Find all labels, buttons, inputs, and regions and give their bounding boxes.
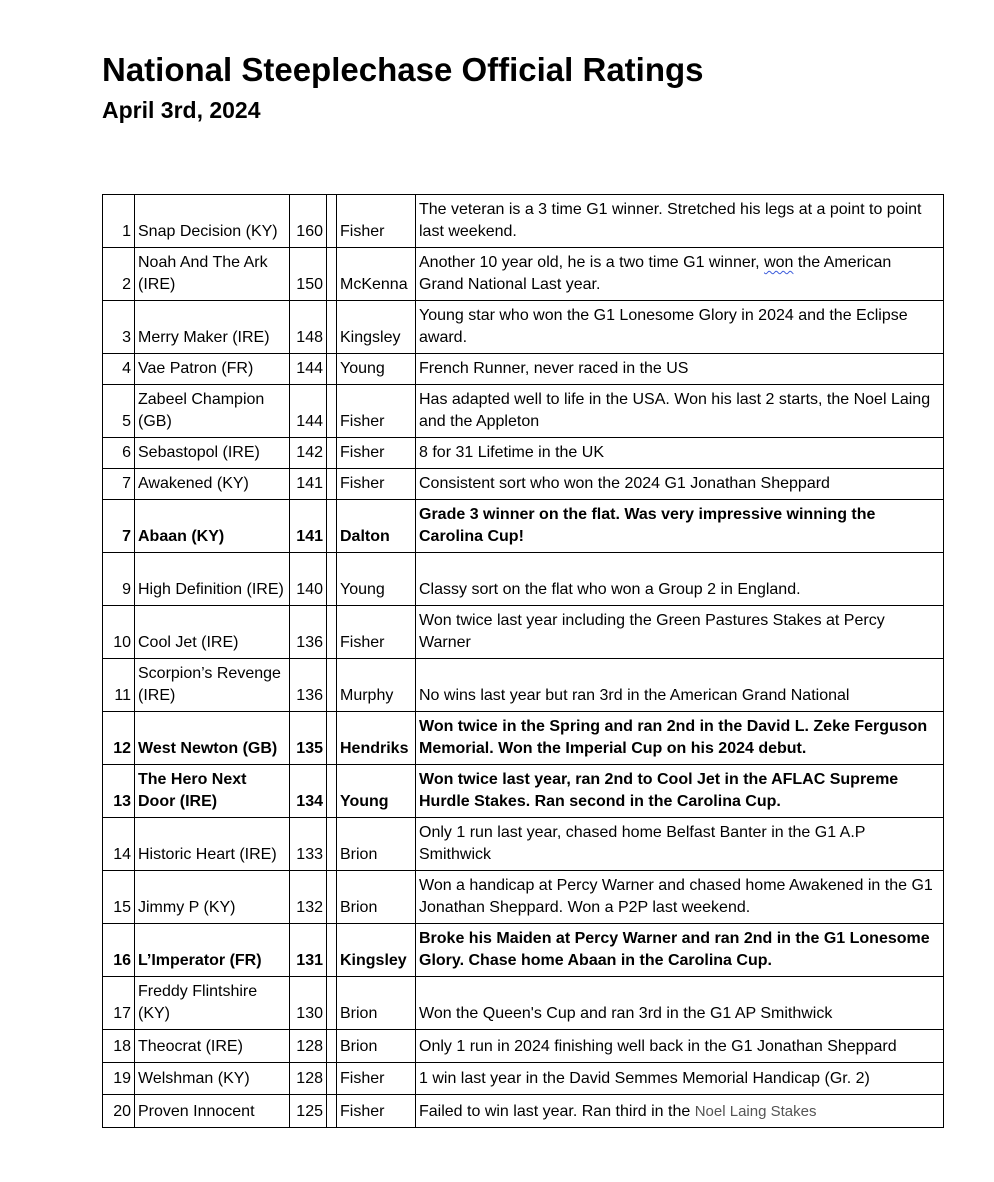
- horse-name-cell: Awakened (KY): [135, 469, 290, 500]
- rank-cell: 11: [103, 659, 135, 712]
- comment-cell: Won twice in the Spring and ran 2nd in the David L. Zeke Ferguson Memorial. Won the Imperial Cup on his 2024 debut.: [416, 712, 944, 765]
- rating-cell: 144: [290, 354, 327, 385]
- empty-cell: [327, 1030, 337, 1063]
- table-row: [103, 871, 944, 924]
- trainer-cell: Brion: [337, 977, 416, 1030]
- rank-cell: 7: [103, 500, 135, 553]
- comment-cell: Won a handicap at Percy Warner and chased home Awakened in the G1 Jonathan Sheppard. Won a P2P last weekend.: [416, 871, 944, 924]
- rank-cell: 1: [103, 195, 135, 248]
- rating-cell: 136: [290, 659, 327, 712]
- comment-cell: Won twice last year, ran 2nd to Cool Jet in the AFLAC Supreme Hurdle Stakes. Ran second in the Carolina Cup.: [416, 765, 944, 818]
- horse-name-cell: Zabeel Champion (GB): [135, 385, 290, 438]
- empty-cell: [327, 712, 337, 765]
- rating-cell: 141: [290, 500, 327, 553]
- trainer-cell: Kingsley: [337, 924, 416, 977]
- rank-cell: 19: [103, 1063, 135, 1095]
- rank-cell: 18: [103, 1030, 135, 1063]
- table-row: [103, 301, 944, 354]
- comment-cell: No wins last year but ran 3rd in the American Grand National: [416, 659, 944, 712]
- trainer-cell: Fisher: [337, 385, 416, 438]
- empty-cell: [327, 500, 337, 553]
- rank-cell: 9: [103, 553, 135, 606]
- horse-name-cell: L’Imperator (FR): [135, 924, 290, 977]
- empty-cell: [327, 871, 337, 924]
- comment-cell: Consistent sort who won the 2024 G1 Jonathan Sheppard: [416, 469, 944, 500]
- trainer-cell: Fisher: [337, 606, 416, 659]
- horse-name-cell: Noah And The Ark (IRE): [135, 248, 290, 301]
- horse-name-cell: Cool Jet (IRE): [135, 606, 290, 659]
- rating-cell: 148: [290, 301, 327, 354]
- ratings-table-body: [103, 195, 944, 1128]
- empty-cell: [327, 765, 337, 818]
- trainer-cell: Young: [337, 765, 416, 818]
- empty-cell: [327, 248, 337, 301]
- comment-cell: French Runner, never raced in the US: [416, 354, 944, 385]
- empty-cell: [327, 1095, 337, 1128]
- horse-name-cell: Historic Heart (IRE): [135, 818, 290, 871]
- table-row: [103, 500, 944, 553]
- rating-cell: 150: [290, 248, 327, 301]
- table-row: [103, 248, 944, 301]
- comment-cell: Only 1 run in 2024 finishing well back in the G1 Jonathan Sheppard: [416, 1030, 944, 1063]
- trainer-cell: Fisher: [337, 438, 416, 469]
- rating-cell: 125: [290, 1095, 327, 1128]
- trainer-cell: Fisher: [337, 1063, 416, 1095]
- trainer-cell: Brion: [337, 818, 416, 871]
- trainer-cell: Dalton: [337, 500, 416, 553]
- empty-cell: [327, 924, 337, 977]
- trainer-cell: Fisher: [337, 1095, 416, 1128]
- horse-name-cell: Proven Innocent: [135, 1095, 290, 1128]
- trainer-cell: Fisher: [337, 195, 416, 248]
- empty-cell: [327, 195, 337, 248]
- empty-cell: [327, 301, 337, 354]
- trainer-cell: Fisher: [337, 469, 416, 500]
- horse-name-cell: Vae Patron (FR): [135, 354, 290, 385]
- rating-cell: 140: [290, 553, 327, 606]
- trainer-cell: Hendriks: [337, 712, 416, 765]
- rating-cell: 128: [290, 1030, 327, 1063]
- empty-cell: [327, 553, 337, 606]
- trainer-cell: Murphy: [337, 659, 416, 712]
- comment-cell: [416, 1095, 944, 1128]
- empty-cell: [327, 385, 337, 438]
- rating-cell: 142: [290, 438, 327, 469]
- rank-cell: 12: [103, 712, 135, 765]
- horse-name-cell: Theocrat (IRE): [135, 1030, 290, 1063]
- trainer-cell: Kingsley: [337, 301, 416, 354]
- table-row: [103, 1063, 944, 1095]
- rank-cell: 13: [103, 765, 135, 818]
- comment-cell: Grade 3 winner on the flat. Was very impressive winning the Carolina Cup!: [416, 500, 944, 553]
- rating-cell: 133: [290, 818, 327, 871]
- rank-cell: 16: [103, 924, 135, 977]
- horse-name-cell: Welshman (KY): [135, 1063, 290, 1095]
- rating-cell: 134: [290, 765, 327, 818]
- comment-cell: Young star who won the G1 Lonesome Glory in 2024 and the Eclipse award.: [416, 301, 944, 354]
- empty-cell: [327, 469, 337, 500]
- comment-cell: Classy sort on the flat who won a Group 2 in England.: [416, 553, 944, 606]
- rating-cell: 135: [290, 712, 327, 765]
- table-row: [103, 354, 944, 385]
- rating-cell: 141: [290, 469, 327, 500]
- table-row: [103, 195, 944, 248]
- rank-cell: 5: [103, 385, 135, 438]
- horse-name-cell: Snap Decision (KY): [135, 195, 290, 248]
- table-row: [103, 1095, 944, 1128]
- table-row: [103, 469, 944, 500]
- page-subtitle-date: April 3rd, 2024: [102, 97, 261, 123]
- table-row: [103, 553, 944, 606]
- comment-cell: Won the Queen's Cup and ran 3rd in the G1 AP Smithwick: [416, 977, 944, 1030]
- rank-cell: 4: [103, 354, 135, 385]
- empty-cell: [327, 977, 337, 1030]
- trainer-cell: Brion: [337, 1030, 416, 1063]
- rank-cell: 2: [103, 248, 135, 301]
- table-row: [103, 438, 944, 469]
- table-row: [103, 712, 944, 765]
- table-row: [103, 1030, 944, 1063]
- trainer-cell: Young: [337, 553, 416, 606]
- rating-cell: 160: [290, 195, 327, 248]
- table-row: [103, 606, 944, 659]
- comment-text: the American Grand National Last year.: [419, 254, 892, 293]
- empty-cell: [327, 354, 337, 385]
- comment-cell: Won twice last year including the Green Pastures Stakes at Percy Warner: [416, 606, 944, 659]
- empty-cell: [327, 818, 337, 871]
- ratings-table: [102, 194, 944, 1128]
- page-title: National Steeplechase Official Ratings: [102, 51, 704, 88]
- rank-cell: 10: [103, 606, 135, 659]
- comment-cell: Has adapted well to life in the USA. Won his last 2 starts, the Noel Laing and the Appleton: [416, 385, 944, 438]
- table-row: [103, 818, 944, 871]
- rating-cell: 136: [290, 606, 327, 659]
- horse-name-cell: Jimmy P (KY): [135, 871, 290, 924]
- horse-name-cell: Sebastopol (IRE): [135, 438, 290, 469]
- horse-name-cell: The Hero Next Door (IRE): [135, 765, 290, 818]
- table-row: [103, 924, 944, 977]
- empty-cell: [327, 1063, 337, 1095]
- comment-text: Another 10 year old, he is a two time G1 winner,: [419, 254, 765, 271]
- comment-cell: 8 for 31 Lifetime in the UK: [416, 438, 944, 469]
- rating-cell: 130: [290, 977, 327, 1030]
- horse-name-cell: West Newton (GB): [135, 712, 290, 765]
- rank-cell: 20: [103, 1095, 135, 1128]
- comment-cell: The veteran is a 3 time G1 winner. Stretched his legs at a point to point last weekend.: [416, 195, 944, 248]
- rating-cell: 132: [290, 871, 327, 924]
- empty-cell: [327, 438, 337, 469]
- spellcheck-flagged-word[interactable]: won: [764, 254, 794, 271]
- rating-cell: 144: [290, 385, 327, 438]
- rating-cell: 131: [290, 924, 327, 977]
- rank-cell: 7: [103, 469, 135, 500]
- horse-name-cell: Abaan (KY): [135, 500, 290, 553]
- rank-cell: 15: [103, 871, 135, 924]
- rank-cell: 17: [103, 977, 135, 1030]
- comment-cell: Broke his Maiden at Percy Warner and ran 2nd in the G1 Lonesome Glory. Chase home Abaan in the Carolina Cup.: [416, 924, 944, 977]
- empty-cell: [327, 606, 337, 659]
- table-row: [103, 765, 944, 818]
- trainer-cell: Brion: [337, 871, 416, 924]
- comment-gray-text: Noel Laing Stakes: [694, 1103, 817, 1120]
- rank-cell: 14: [103, 818, 135, 871]
- rating-cell: 128: [290, 1063, 327, 1095]
- horse-name-cell: Merry Maker (IRE): [135, 301, 290, 354]
- table-row: [103, 385, 944, 438]
- horse-name-cell: Freddy Flintshire (KY): [135, 977, 290, 1030]
- comment-cell: [416, 248, 944, 301]
- trainer-cell: McKenna: [337, 248, 416, 301]
- comment-cell: Only 1 run last year, chased home Belfast Banter in the G1 A.P Smithwick: [416, 818, 944, 871]
- empty-cell: [327, 659, 337, 712]
- rank-cell: 6: [103, 438, 135, 469]
- horse-name-cell: Scorpion’s Revenge (IRE): [135, 659, 290, 712]
- trainer-cell: Young: [337, 354, 416, 385]
- table-row: [103, 659, 944, 712]
- comment-cell: 1 win last year in the David Semmes Memorial Handicap (Gr. 2): [416, 1063, 944, 1095]
- horse-name-cell: High Definition (IRE): [135, 553, 290, 606]
- rank-cell: 3: [103, 301, 135, 354]
- table-row: [103, 977, 944, 1030]
- comment-text: Failed to win last year. Ran third in the: [419, 1103, 695, 1120]
